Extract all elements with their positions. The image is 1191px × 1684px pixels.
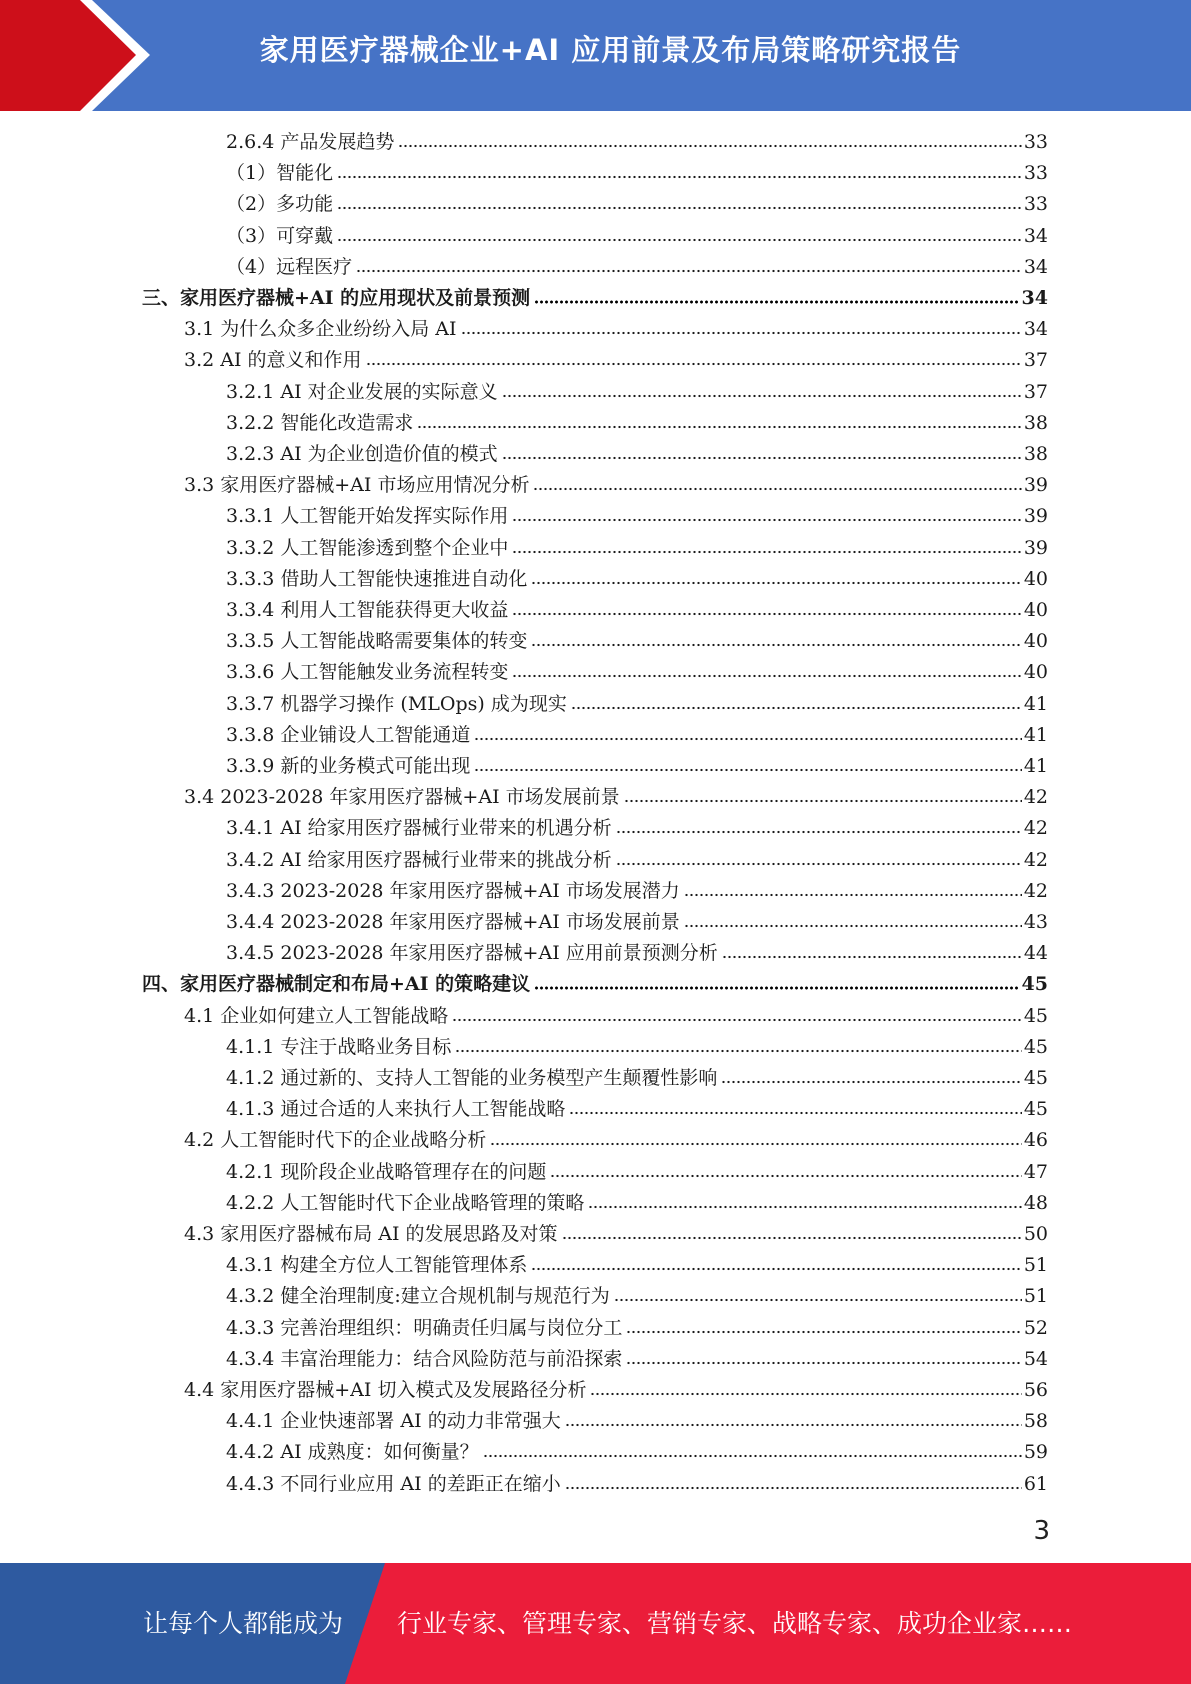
toc-entry-label: 四、家用医疗器械制定和布局+AI 的策略建议 — [142, 973, 531, 996]
toc-dot-leader — [455, 1048, 1021, 1054]
toc-entry-page: 48 — [1023, 1191, 1048, 1214]
toc-entry-page: 42 — [1023, 879, 1048, 902]
toc-entry-label: 4.3 家用医疗器械布局 AI 的发展思路及对策 — [184, 1223, 558, 1245]
toc-entry-label: 4.4.2 AI 成熟度：如何衡量？ — [226, 1441, 479, 1464]
toc-entry-page: 40 — [1023, 567, 1048, 590]
toc-entry-label: 3.3.7 机器学习操作 (MLOps) 成为现实 — [226, 692, 567, 715]
toc-dot-leader — [337, 205, 1022, 211]
toc-entry-label: 4.4.1 企业快速部署 AI 的动力非常强大 — [226, 1410, 561, 1433]
toc-entry[interactable] — [226, 1032, 1048, 1062]
toc-entry-label: 3.4.4 2023-2028 年家用医疗器械+AI 市场发展前景 — [226, 911, 680, 933]
toc-entry[interactable] — [226, 439, 1048, 469]
toc-entry-label: 三、家用医疗器械+AI 的应用现状及前景预测 — [142, 287, 531, 309]
toc-entry-label: 4.3.4 丰富治理能力：结合风险防范与前沿探索 — [226, 1347, 623, 1370]
toc-entry-label: 4.1.2 通过新的、支持人工智能的业务模型产生颠覆性影响 — [226, 1067, 718, 1089]
toc-entry[interactable] — [184, 782, 1048, 812]
toc-entry-label: 3.3.3 借助人工智能快速推进自动化 — [226, 567, 528, 590]
toc-entry[interactable] — [184, 1001, 1048, 1031]
toc-dot-leader — [512, 673, 1021, 679]
toc-entry[interactable] — [226, 845, 1048, 875]
toc-entry[interactable] — [184, 1219, 1048, 1249]
toc-entry[interactable] — [142, 969, 1048, 999]
toc-dot-leader — [722, 954, 1022, 960]
toc-dot-leader — [474, 767, 1021, 773]
toc-entry-page: 45 — [1021, 973, 1048, 996]
toc-entry-label: 3.4.5 2023-2028 年家用医疗器械+AI 应用前景预测分析 — [226, 942, 718, 965]
toc-dot-leader — [562, 1235, 1022, 1241]
toc-entry-page: 34 — [1023, 255, 1048, 278]
toc-entry-page: 38 — [1023, 411, 1048, 434]
toc-entry[interactable] — [226, 626, 1048, 656]
toc-dot-leader — [624, 798, 1022, 804]
toc-dot-leader — [721, 1079, 1021, 1085]
toc-entry-page: 41 — [1023, 692, 1048, 715]
toc-entry-page: 34 — [1023, 224, 1048, 247]
toc-dot-leader — [398, 143, 1021, 149]
toc-entry[interactable] — [184, 1125, 1048, 1155]
toc-entry-label: （3）可穿戴 — [226, 224, 334, 247]
toc-entry-page: 52 — [1023, 1316, 1048, 1339]
toc-dot-leader — [626, 1360, 1021, 1366]
toc-entry[interactable] — [226, 720, 1048, 750]
toc-entry-label: 3.2 AI 的意义和作用 — [184, 349, 362, 372]
toc-entry[interactable] — [226, 564, 1048, 594]
footer-slogan-left: 让每个人都能成为 — [143, 1609, 344, 1638]
toc-dot-leader — [356, 268, 1022, 274]
toc-entry-label: 3.2.2 智能化改造需求 — [226, 411, 414, 434]
toc-dot-leader — [502, 455, 1022, 461]
toc-entry-label: 2.6.4 产品发展趋势 — [226, 131, 395, 153]
toc-dot-leader — [474, 736, 1021, 742]
toc-dot-leader — [684, 923, 1022, 929]
toc-dot-leader — [571, 705, 1022, 711]
toc-entry-page: 33 — [1023, 131, 1048, 153]
toc-entry[interactable] — [226, 1469, 1048, 1499]
toc-dot-leader — [531, 642, 1021, 648]
toc-entry-page: 45 — [1023, 1004, 1048, 1027]
toc-entry[interactable] — [226, 1313, 1048, 1343]
toc-dot-leader — [512, 549, 1021, 555]
toc-entry-page: 61 — [1023, 1472, 1048, 1495]
toc-entry[interactable] — [226, 751, 1048, 781]
toc-dot-leader — [452, 1017, 1022, 1023]
toc-entry-label: 3.4.2 AI 给家用医疗器械行业带来的挑战分析 — [226, 848, 612, 871]
toc-entry-label: 4.3.3 完善治理组织：明确责任归属与岗位分工 — [226, 1316, 623, 1339]
toc-entry[interactable] — [226, 127, 1048, 157]
toc-dot-leader — [337, 237, 1022, 243]
toc-entry-page: 42 — [1023, 848, 1048, 871]
toc-entry-page: 37 — [1023, 380, 1048, 403]
toc-entry-page: 45 — [1023, 1035, 1048, 1058]
toc-entry-label: 3.1 为什么众多企业纷纷入局 AI — [184, 318, 457, 341]
toc-entry-label: 4.1.1 专注于战略业务目标 — [226, 1035, 452, 1058]
toc-dot-leader — [565, 1485, 1022, 1491]
toc-entry-page: 39 — [1023, 474, 1048, 497]
toc-entry-label: 3.3.8 企业铺设人工智能通道 — [226, 723, 471, 746]
toc-entry[interactable] — [142, 283, 1048, 313]
toc-entry[interactable] — [226, 938, 1048, 968]
toc-entry-page: 33 — [1023, 193, 1048, 216]
toc-dot-leader — [531, 580, 1021, 586]
toc-entry-page: 47 — [1023, 1160, 1048, 1183]
toc-dot-leader — [512, 517, 1021, 523]
toc-dot-leader — [534, 985, 1019, 991]
toc-entry-page: 39 — [1023, 536, 1048, 559]
footer-slogan-right: 行业专家、管理专家、营销专家、战略专家、成功企业家…… — [397, 1609, 1073, 1638]
toc-dot-leader — [616, 829, 1022, 835]
toc-entry[interactable] — [226, 907, 1048, 937]
toc-entry-label: （2）多功能 — [226, 193, 334, 216]
toc-entry-label: 4.2.2 人工智能时代下企业战略管理的策略 — [226, 1191, 585, 1214]
toc-dot-leader — [534, 299, 1019, 305]
toc-entry-page: 34 — [1021, 287, 1048, 309]
toc-entry-label: 3.3.6 人工智能触发业务流程转变 — [226, 661, 509, 684]
toc-entry[interactable] — [184, 1375, 1048, 1405]
toc-dot-leader — [337, 174, 1022, 180]
toc-dot-leader — [684, 892, 1022, 898]
toc-entry-page: 40 — [1023, 661, 1048, 684]
toc-entry-label: 4.2 人工智能时代下的企业战略分析 — [184, 1129, 487, 1152]
toc-dot-leader — [626, 1329, 1021, 1335]
page-header — [0, 0, 1191, 111]
toc-dot-leader — [512, 611, 1021, 617]
toc-entry[interactable] — [226, 1188, 1048, 1218]
toc-entry-page: 34 — [1023, 318, 1048, 341]
toc-entry-label: （1）智能化 — [226, 162, 334, 185]
toc-entry-page: 51 — [1023, 1254, 1048, 1277]
toc-entry[interactable] — [226, 813, 1048, 843]
toc-entry[interactable] — [226, 1344, 1048, 1374]
toc-entry[interactable] — [226, 1157, 1048, 1187]
toc-entry-page: 43 — [1023, 911, 1048, 933]
toc-entry[interactable] — [226, 689, 1048, 719]
toc-entry-page: 38 — [1023, 443, 1048, 465]
toc-dot-leader — [550, 1173, 1021, 1179]
page-footer — [0, 1563, 1191, 1684]
toc-entry-page: 56 — [1023, 1379, 1048, 1401]
toc-entry[interactable] — [226, 1063, 1048, 1093]
toc-entry-label: 3.2.3 AI 为企业创造价值的模式 — [226, 443, 498, 465]
toc-dot-leader — [417, 424, 1021, 430]
toc-entry-label: 3.4.1 AI 给家用医疗器械行业带来的机遇分析 — [226, 817, 612, 840]
toc-entry-page: 45 — [1023, 1067, 1048, 1089]
toc-entry-page: 45 — [1023, 1098, 1048, 1121]
toc-entry-page: 50 — [1023, 1223, 1048, 1245]
toc-entry[interactable] — [184, 345, 1048, 375]
toc-entry-page: 37 — [1023, 349, 1048, 372]
toc-entry-label: 3.2.1 AI 对企业发展的实际意义 — [226, 380, 498, 403]
toc-dot-leader — [461, 330, 1022, 336]
toc-entry-label: 3.4 2023-2028 年家用医疗器械+AI 市场发展前景 — [184, 786, 620, 809]
toc-entry[interactable] — [226, 158, 1048, 188]
toc-entry-label: 3.3 家用医疗器械+AI 市场应用情况分析 — [184, 474, 530, 497]
toc-entry[interactable] — [226, 221, 1048, 251]
toc-entry[interactable] — [226, 876, 1048, 906]
toc-dot-leader — [366, 361, 1022, 367]
report-title: 家用医疗器械企业+AI 应用前景及布局策略研究报告 — [259, 33, 962, 67]
toc-entry-page: 42 — [1023, 786, 1048, 809]
toc-dot-leader — [533, 486, 1021, 492]
toc-dot-leader — [483, 1453, 1022, 1459]
toc-entry-label: 4.2.1 现阶段企业战略管理存在的问题 — [226, 1160, 547, 1183]
toc-entry[interactable] — [226, 1406, 1048, 1436]
toc-entry-page: 58 — [1023, 1410, 1048, 1433]
toc-entry[interactable] — [226, 1281, 1048, 1311]
toc-entry[interactable] — [226, 1437, 1048, 1467]
toc-dot-leader — [588, 1204, 1021, 1210]
toc-entry[interactable] — [226, 408, 1048, 438]
toc-entry-label: 4.1 企业如何建立人工智能战略 — [184, 1004, 449, 1027]
toc-dot-leader — [490, 1141, 1022, 1147]
toc-dot-leader — [502, 393, 1022, 399]
toc-entry-label: 4.4 家用医疗器械+AI 切入模式及发展路径分析 — [184, 1379, 587, 1401]
toc-entry-label: （4）远程医疗 — [226, 255, 353, 278]
toc-entry-page: 41 — [1023, 755, 1048, 777]
toc-entry-label: 3.3.4 利用人工智能获得更大收益 — [226, 599, 509, 621]
toc-entry-page: 33 — [1023, 162, 1048, 185]
toc-entry[interactable] — [226, 1094, 1048, 1124]
toc-dot-leader — [590, 1391, 1021, 1397]
toc-entry-page: 40 — [1023, 599, 1048, 621]
toc-entry-page: 44 — [1023, 942, 1048, 965]
toc-entry[interactable] — [226, 1250, 1048, 1280]
toc-entry-page: 40 — [1023, 630, 1048, 653]
toc-entry-label: 3.3.1 人工智能开始发挥实际作用 — [226, 505, 509, 528]
toc-entry[interactable] — [226, 377, 1048, 407]
toc-entry[interactable] — [226, 252, 1048, 282]
toc-entry-label: 4.3.1 构建全方位人工智能管理体系 — [226, 1254, 528, 1277]
toc-entry-page: 54 — [1023, 1347, 1048, 1370]
toc-entry-label: 3.4.3 2023-2028 年家用医疗器械+AI 市场发展潜力 — [226, 879, 680, 902]
toc-entry[interactable] — [226, 533, 1048, 563]
toc-entry-label: 4.4.3 不同行业应用 AI 的差距正在缩小 — [226, 1472, 561, 1495]
toc-dot-leader — [614, 1297, 1022, 1303]
toc-entry-label: 4.3.2 健全治理制度:建立合规机制与规范行为 — [226, 1285, 610, 1308]
toc-dot-leader — [569, 1110, 1021, 1116]
toc-entry-page: 46 — [1023, 1129, 1048, 1152]
toc-dot-leader — [565, 1422, 1022, 1428]
toc-entry-page: 42 — [1023, 817, 1048, 840]
toc-dot-leader — [531, 1266, 1021, 1272]
toc-entry-label: 3.3.9 新的业务模式可能出现 — [226, 755, 471, 777]
toc-entry-label: 3.3.5 人工智能战略需要集体的转变 — [226, 630, 528, 653]
toc-entry-page: 51 — [1023, 1285, 1048, 1308]
toc-entry[interactable] — [226, 595, 1048, 625]
toc-entry[interactable] — [226, 657, 1048, 687]
toc-entry[interactable] — [184, 314, 1048, 344]
toc-dot-leader — [616, 861, 1022, 867]
toc-entry[interactable] — [184, 470, 1048, 500]
page-number: 3 — [1033, 1516, 1050, 1546]
toc-entry-page: 59 — [1023, 1441, 1048, 1464]
toc-entry-page: 39 — [1023, 505, 1048, 528]
toc-entry-page: 41 — [1023, 723, 1048, 746]
toc-entry-label: 3.3.2 人工智能渗透到整个企业中 — [226, 536, 509, 559]
toc-entry-label: 4.1.3 通过合适的人来执行人工智能战略 — [226, 1098, 566, 1121]
toc-entry[interactable] — [226, 189, 1048, 219]
toc-entry[interactable] — [226, 501, 1048, 531]
